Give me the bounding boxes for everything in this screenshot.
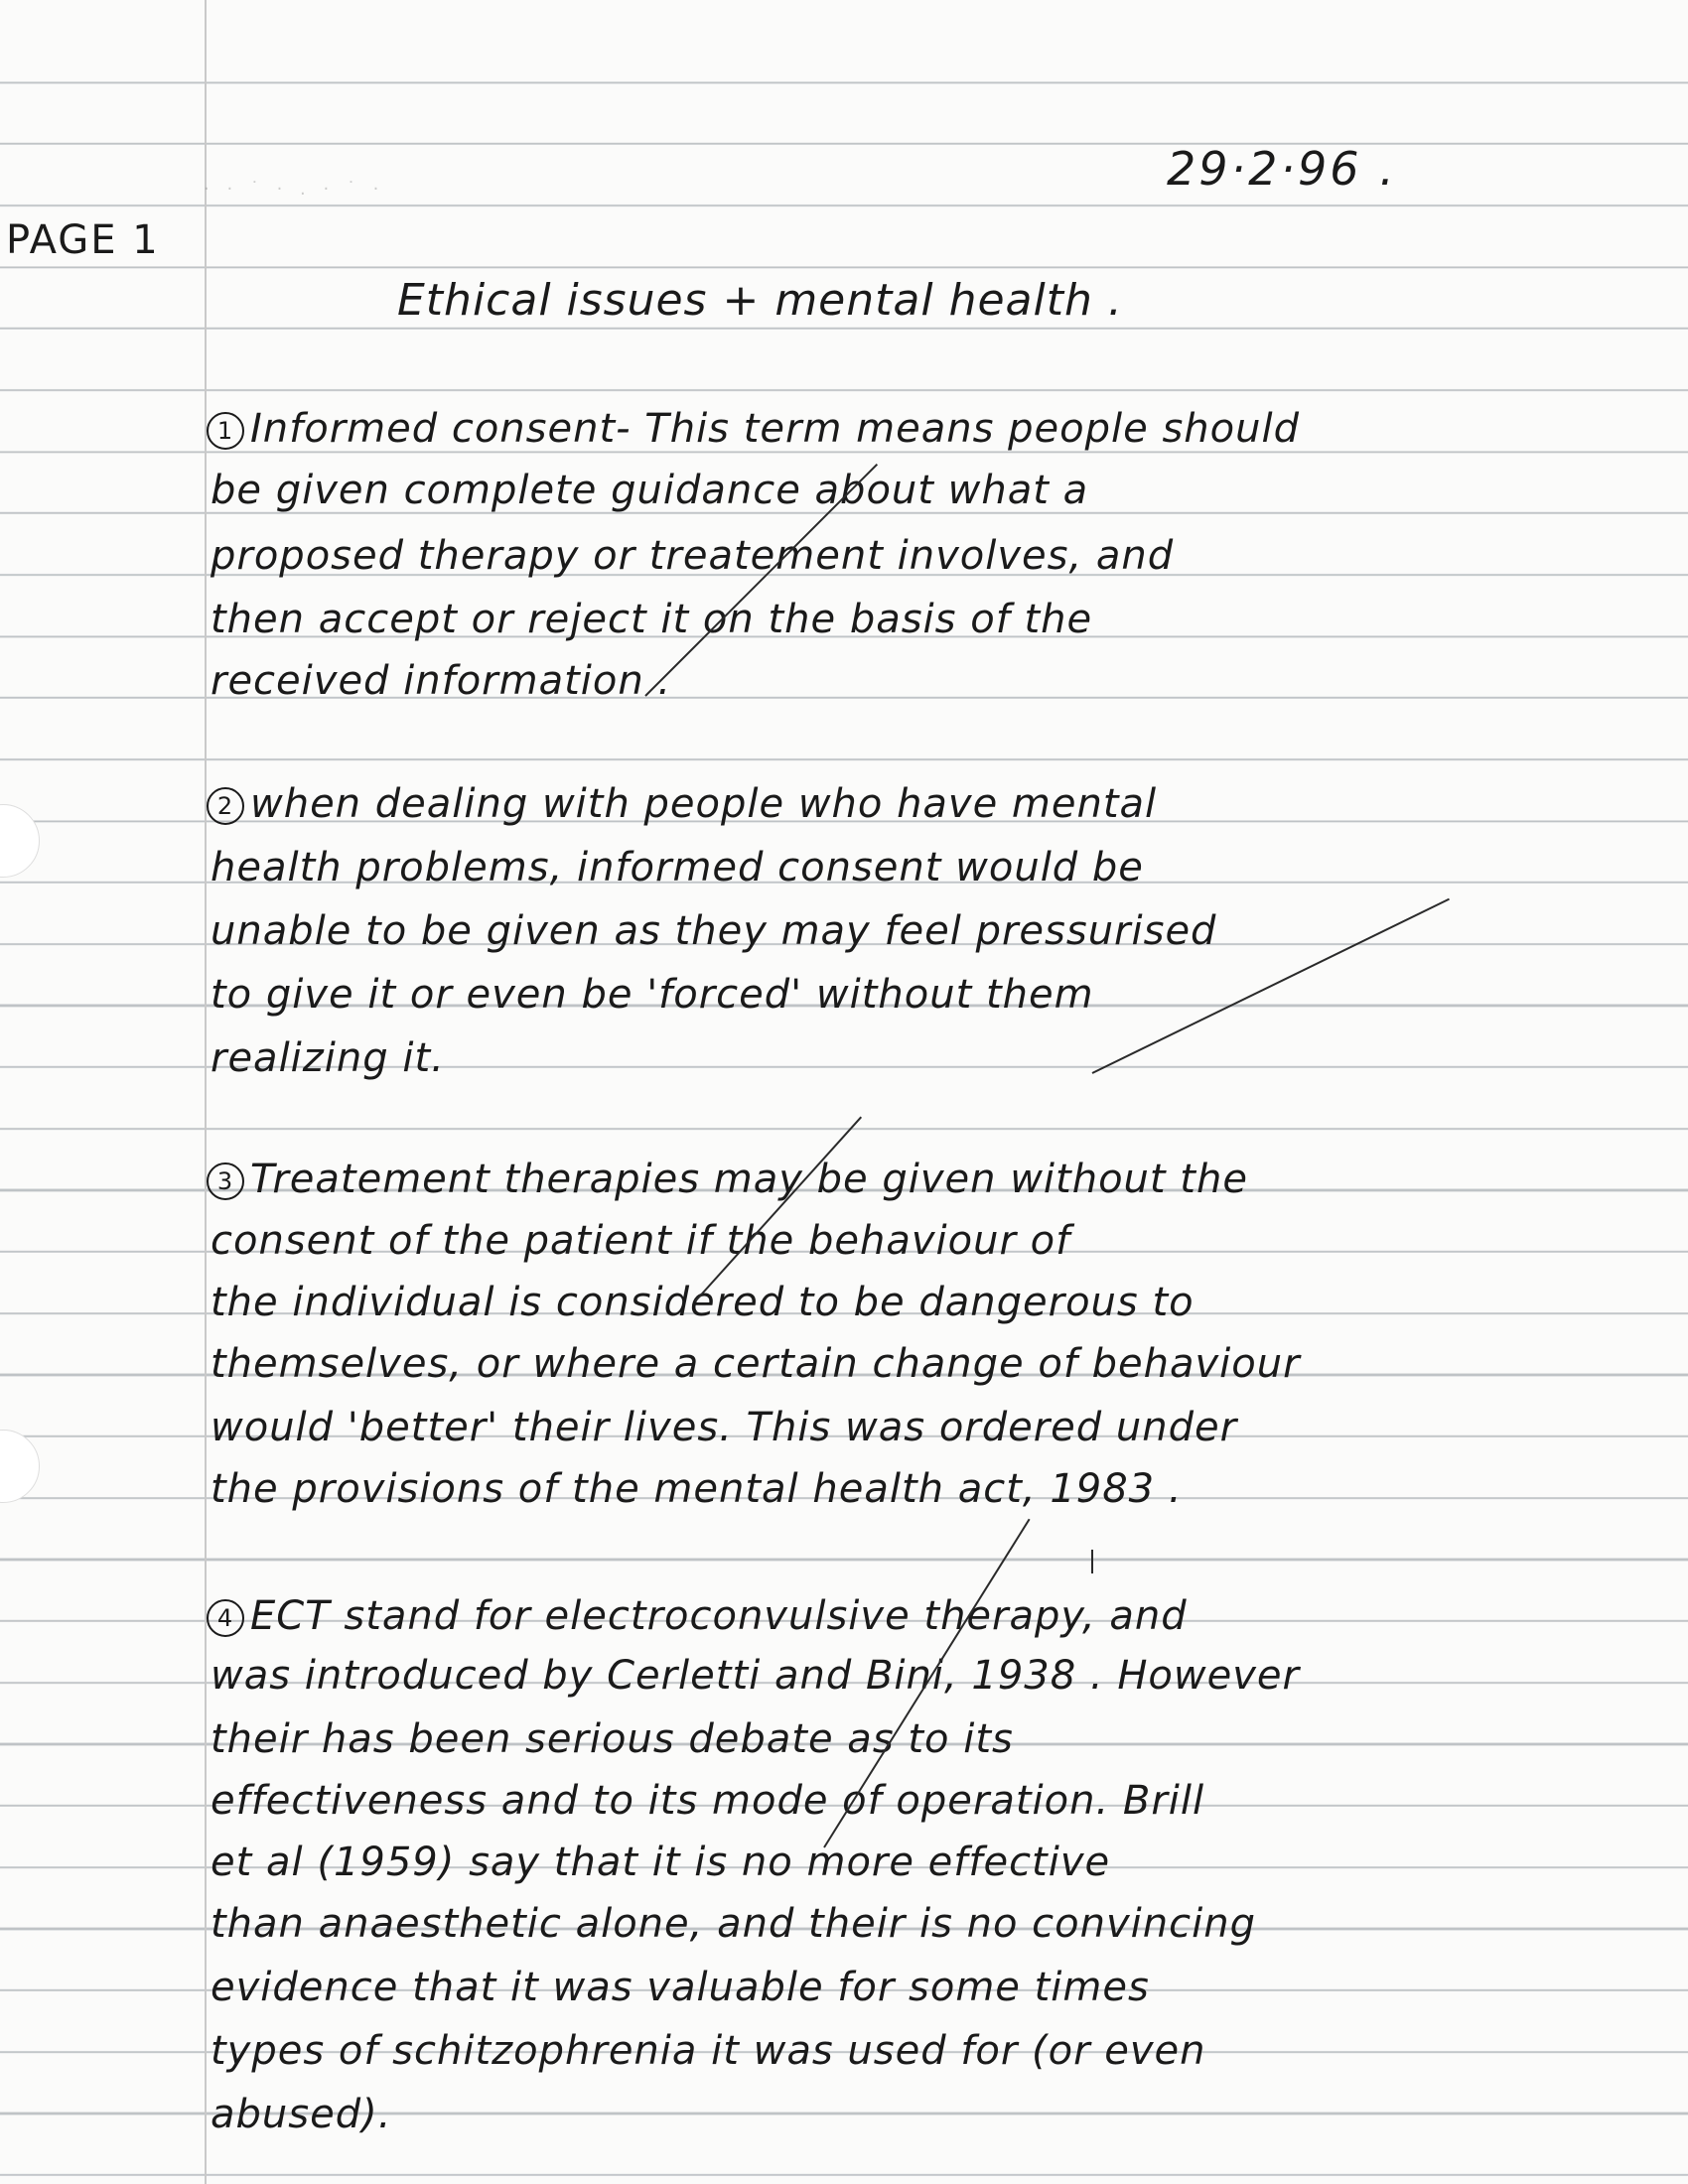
section-1-line-2: be given complete guidance about what a [211, 468, 1089, 513]
section-number-badge: 3 [207, 1162, 244, 1200]
section-number-badge: 4 [207, 1599, 244, 1637]
section-3-line-3: the individual is considered to be dangerous to [211, 1280, 1195, 1325]
section-3-line-4: themselves, or where a certain change of behaviour [211, 1341, 1301, 1387]
section-2-line-2: health problems, informed consent would be [211, 845, 1144, 890]
page-title: Ethical issues + mental health . [397, 275, 1123, 326]
section-1-line-3: proposed therapy or treatement involves, and [211, 533, 1175, 579]
section-3-line-6: the provisions of the mental health act, 1983 . [211, 1466, 1183, 1512]
section-3-line-1 [207, 1157, 1248, 1202]
section-4-line-1 [207, 1593, 1188, 1639]
section-1-line-4: then accept or reject it on the basis of the [211, 597, 1093, 642]
section-4-line-6: than anaesthetic alone, and their is no convincing [211, 1901, 1256, 1947]
marking-tick-3 [694, 1117, 862, 1302]
page-label: PAGE 1 [6, 217, 160, 263]
marking-tick-4-top [1091, 1550, 1093, 1573]
section-text-line: when dealing with people who have mental [250, 781, 1158, 827]
section-4-line-5: et al (1959) say that it is no more effective [211, 1840, 1111, 1885]
section-text-line: Informed consent- This term means people should [250, 406, 1300, 452]
section-4-line-3: their has been serious debate as to its [211, 1716, 1014, 1762]
punch-hole-lower [0, 1430, 40, 1503]
section-4-line-7: evidence that it was valuable for some times [211, 1965, 1150, 2010]
section-2-line-3: unable to be given as they may feel pressurised [211, 908, 1217, 954]
date: 29·2·96 . [1167, 142, 1397, 196]
section-2-line-1 [207, 781, 1158, 827]
section-text-line: ECT stand for electroconvulsive therapy, and [250, 1593, 1188, 1639]
faint-smudge-marks: · · ˙ · . · ˙ · [204, 179, 385, 200]
section-text-line: Treatement therapies may be given without the [250, 1157, 1248, 1202]
section-4-line-2: was introduced by Cerletti and Bini, 1938 . However [211, 1653, 1300, 1699]
section-1-line-1 [207, 406, 1300, 452]
section-4-line-9: abused). [211, 2092, 392, 2137]
section-2-line-4: to give it or even be 'forced' without them [211, 972, 1094, 1018]
section-number-badge: 2 [207, 787, 244, 825]
margin-line [205, 0, 207, 2184]
section-1-line-5: received information . [211, 658, 672, 704]
section-3-line-5: would 'better' their lives. This was ordered under [211, 1405, 1238, 1450]
section-4-line-4: effectiveness and to its mode of operation. Brill [211, 1778, 1205, 1824]
section-3-line-2: consent of the patient if the behaviour of [211, 1218, 1071, 1264]
punch-hole-upper [0, 804, 40, 878]
section-2-line-5: realizing it. [211, 1035, 445, 1081]
section-4-line-8: types of schitzophrenia it was used for (or even [211, 2028, 1206, 2074]
section-number-badge: 1 [207, 412, 244, 450]
